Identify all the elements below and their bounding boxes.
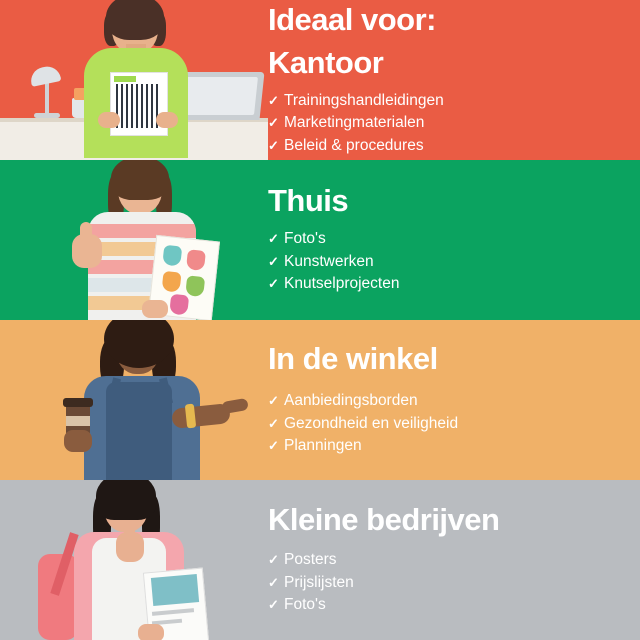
list-item bbox=[268, 273, 628, 295]
bullet-list-kantoor bbox=[268, 90, 628, 157]
coffee-cup-lid bbox=[63, 398, 93, 407]
list-item bbox=[268, 135, 628, 157]
thumbs-up-icon bbox=[80, 222, 92, 242]
check-icon: ✓ bbox=[268, 253, 279, 269]
check-icon: ✓ bbox=[268, 415, 279, 431]
bullet-label: Gezondheid en veiligheid bbox=[284, 414, 459, 432]
section-kantoor bbox=[0, 0, 640, 160]
section-thuis bbox=[0, 160, 640, 320]
thuis-text-column bbox=[268, 160, 628, 320]
list-item bbox=[268, 549, 628, 571]
bullet-label: Prijslijsten bbox=[284, 573, 354, 591]
woman-hair bbox=[96, 480, 156, 520]
apron bbox=[106, 382, 172, 480]
bullet-label: Kunstwerken bbox=[284, 252, 374, 270]
check-icon: ✓ bbox=[268, 231, 279, 247]
list-item bbox=[268, 90, 628, 112]
woman-hand-right bbox=[156, 112, 178, 128]
handprint bbox=[185, 275, 205, 297]
coffee-cup-sleeve bbox=[66, 416, 90, 426]
woman-hand-holding-flyer bbox=[138, 624, 164, 640]
check-icon: ✓ bbox=[268, 393, 279, 409]
handprint bbox=[169, 294, 189, 316]
girl-hair bbox=[111, 160, 169, 200]
check-icon: ✓ bbox=[268, 438, 279, 454]
thumbs-up-icon bbox=[124, 522, 135, 540]
bullet-list-thuis bbox=[268, 228, 628, 295]
kantoor-text-column bbox=[268, 0, 628, 160]
check-icon: ✓ bbox=[268, 552, 279, 568]
shirt-stripe bbox=[88, 224, 196, 238]
check-icon: ✓ bbox=[268, 115, 279, 131]
check-icon: ✓ bbox=[268, 597, 279, 613]
list-item bbox=[268, 251, 628, 273]
bullet-list-bedrijven bbox=[268, 549, 628, 616]
bedrijven-text-column bbox=[268, 480, 628, 640]
small-business-photo bbox=[0, 480, 268, 640]
home-photo bbox=[0, 160, 268, 320]
laptop-screen bbox=[180, 77, 258, 115]
list-item bbox=[268, 390, 628, 412]
list-item bbox=[268, 228, 628, 250]
bullet-label: Aanbiedingsborden bbox=[284, 392, 418, 410]
bullet-label: Knutselprojecten bbox=[284, 275, 400, 293]
list-item bbox=[268, 413, 628, 435]
bullet-label: Beleid & procedures bbox=[284, 136, 424, 154]
bullet-label: Trainingshandleidingen bbox=[284, 91, 444, 109]
list-item bbox=[268, 572, 628, 594]
list-item bbox=[268, 112, 628, 134]
chart-bars bbox=[116, 84, 160, 128]
bullet-label: Foto's bbox=[284, 230, 326, 248]
list-item bbox=[268, 435, 628, 457]
handprint bbox=[162, 245, 182, 267]
chart-header bbox=[114, 76, 136, 82]
woman-hand bbox=[64, 430, 92, 452]
poster-title: Ideaal voor: bbox=[268, 2, 436, 37]
heading-in-de-winkel: In de winkel bbox=[268, 341, 438, 377]
pointing-finger-icon bbox=[221, 398, 249, 414]
check-icon: ✓ bbox=[268, 137, 279, 153]
heading-kleine-bedrijven: Kleine bedrijven bbox=[268, 502, 500, 538]
girl-hand-holding-art bbox=[142, 300, 168, 318]
check-icon: ✓ bbox=[268, 574, 279, 590]
desk-lamp-head bbox=[29, 64, 62, 87]
handprint bbox=[186, 249, 206, 271]
heading-thuis: Thuis bbox=[268, 183, 349, 219]
winkel-text-column bbox=[268, 320, 628, 480]
check-icon: ✓ bbox=[268, 276, 279, 292]
list-item bbox=[268, 594, 628, 616]
section-kleine-bedrijven bbox=[0, 480, 640, 640]
bullet-list-winkel bbox=[268, 390, 628, 457]
check-icon: ✓ bbox=[268, 92, 279, 108]
flyer-image bbox=[151, 574, 199, 606]
section-in-de-winkel bbox=[0, 320, 640, 480]
retail-photo bbox=[0, 320, 268, 480]
bullet-label: Posters bbox=[284, 551, 337, 569]
bullet-label: Planningen bbox=[284, 437, 362, 455]
bullet-label: Marketingmaterialen bbox=[284, 114, 425, 132]
desk-lamp-stem bbox=[45, 80, 49, 114]
bullet-label: Foto's bbox=[284, 596, 326, 614]
office-photo bbox=[0, 0, 268, 160]
woman-hand-left bbox=[98, 112, 120, 128]
handprint bbox=[162, 271, 182, 293]
woman-hair bbox=[106, 0, 164, 40]
heading-kantoor: Kantoor bbox=[268, 44, 384, 80]
